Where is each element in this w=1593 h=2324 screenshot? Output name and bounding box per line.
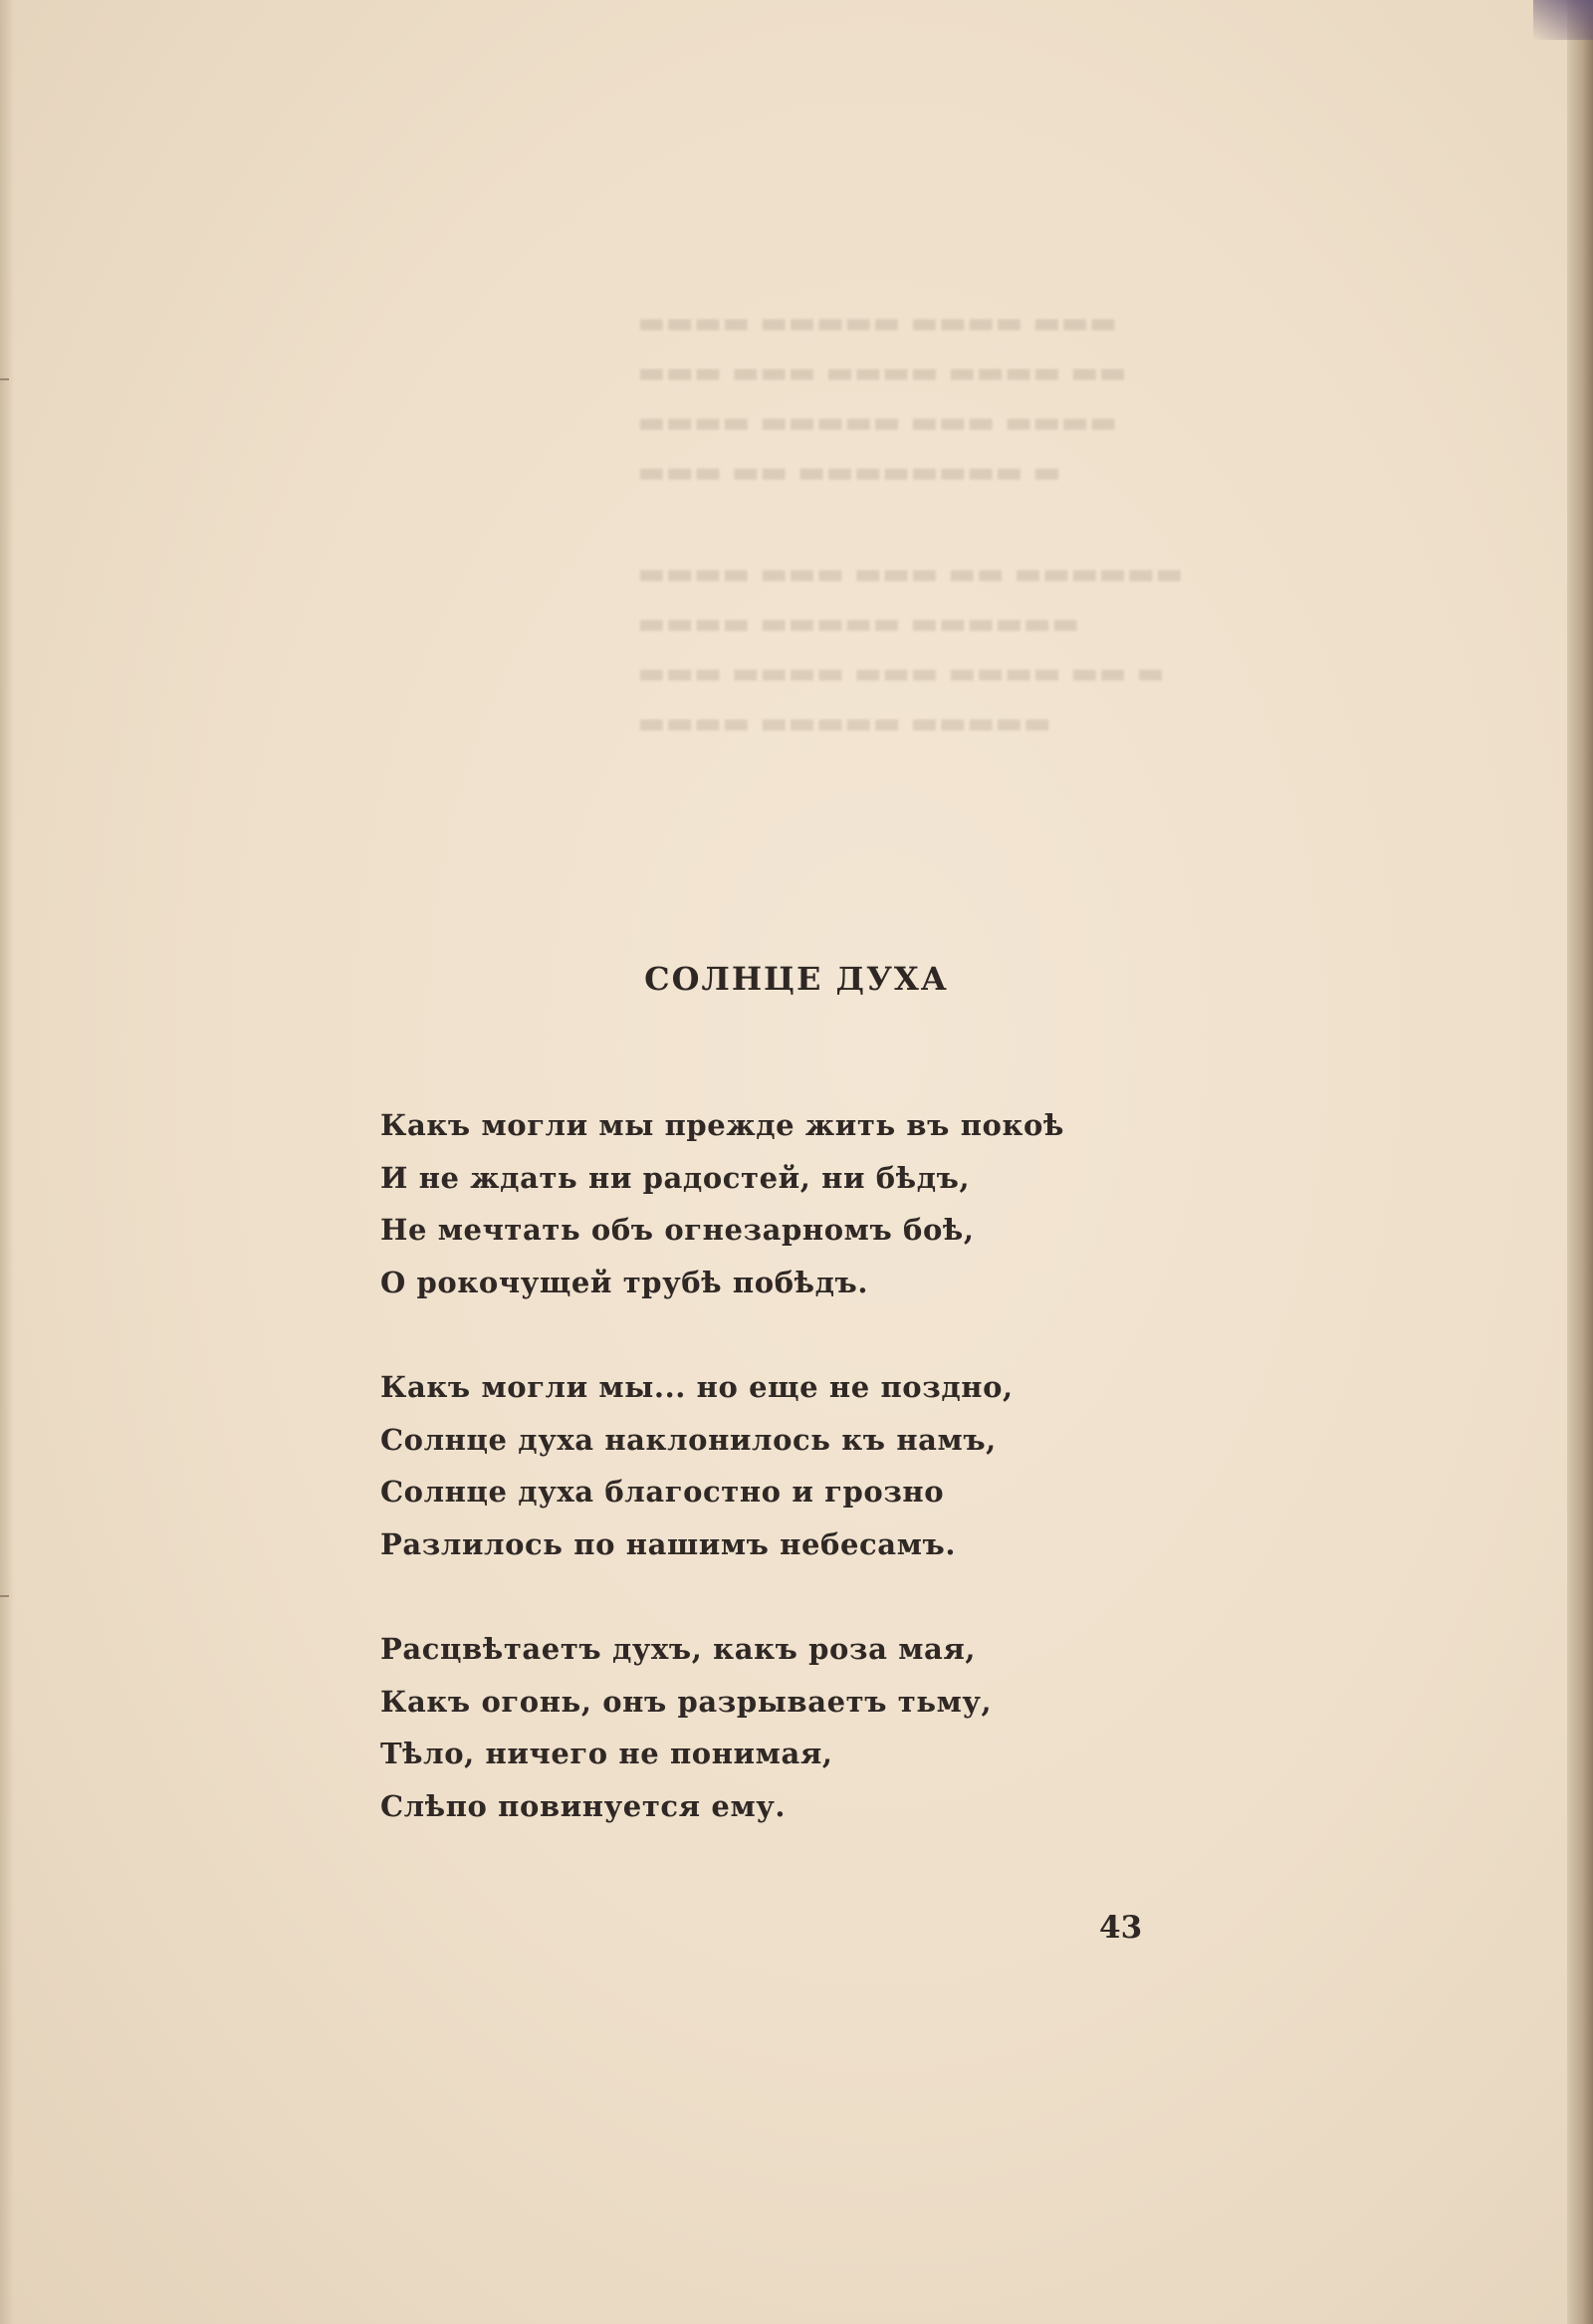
stanza — [380, 1099, 1276, 1308]
poem-line: Какъ могли мы прежде жить въ покоѣ — [380, 1108, 1064, 1142]
poem-line: Солнце духа благостно и грозно — [380, 1475, 945, 1509]
page-right-edge — [1567, 0, 1593, 2324]
poem-line: О рокочущей трубѣ побѣдъ. — [380, 1265, 869, 1299]
poem-line: И не ждать ни радостей, ни бѣдъ, — [380, 1160, 971, 1195]
poem-line: Тѣло, ничего не понимая, — [380, 1737, 833, 1770]
poem-line: Разлилось по нашимъ небесамъ. — [380, 1526, 957, 1561]
page-left-edge — [0, 0, 14, 2324]
poem-line: Какъ могли мы... но еще не поздно, — [380, 1370, 1014, 1404]
page-number: 43 — [1099, 1910, 1143, 1946]
poem-line: Слѣпо повинуется ему. — [380, 1788, 787, 1823]
spine-mark — [0, 378, 9, 380]
poem-body — [380, 1099, 1276, 1832]
poem-line: Какъ огонь, онъ разрываетъ тьму, — [380, 1684, 993, 1719]
bleed-through-texture: ▬▬▬ ▬▬▬▬ ▬▬▬▬▬ ▬▬▬▬ ▬▬ ▬▬▬▬ ▬▬▬▬ ▬▬▬ ▬▬▬ ▬▬▬▬ ▬▬▬ ▬▬▬▬▬ ▬▬▬▬ ▬ ▬▬▬▬▬▬▬▬ ▬▬ ▬▬▬ ▬▬▬▬▬▬ ▬▬ ▬▬▬ ▬▬▬ ▬▬▬▬ ▬▬▬▬▬▬ ▬▬▬▬▬ ▬▬▬▬ ▬ ▬▬ ▬▬▬▬ ▬▬▬ ▬▬▬▬ ▬▬▬ ▬▬▬▬▬ ▬▬▬▬▬ ▬▬▬▬ — [637, 306, 1184, 741]
poem-line: Солнце духа наклонилось къ намъ, — [380, 1422, 997, 1457]
stanza — [380, 1623, 1276, 1832]
cover-corner — [1533, 0, 1593, 40]
poem-line: Расцвѣтаетъ духъ, какъ роза мая, — [380, 1632, 977, 1666]
poem-title: СОЛНЦЕ ДУХА — [644, 960, 949, 998]
spine-mark — [0, 1595, 9, 1597]
poem-line: Не мечтать объ огнезарномъ боѣ, — [380, 1213, 975, 1247]
stanza — [380, 1361, 1276, 1570]
